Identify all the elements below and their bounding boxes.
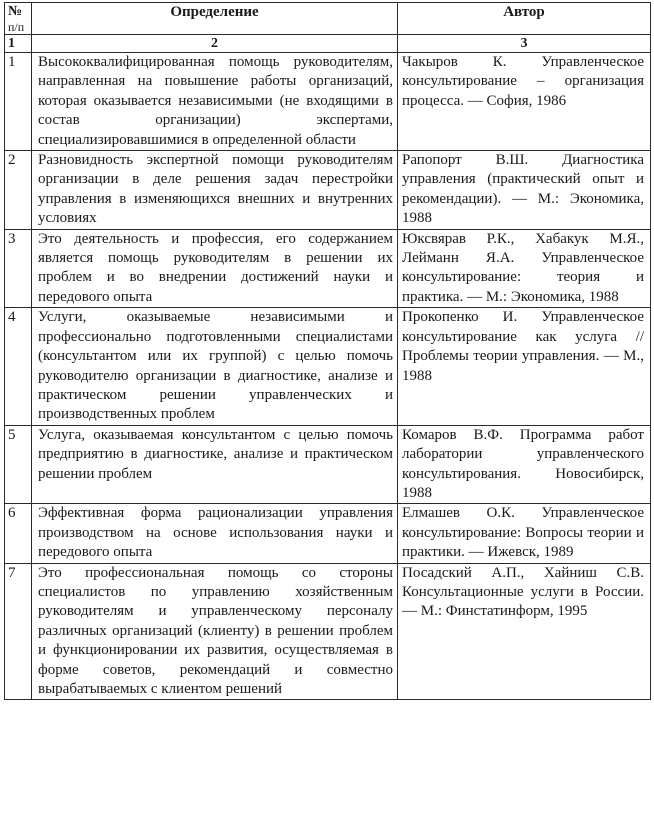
row-number: 3	[5, 229, 32, 308]
row-author: Прокопенко И. Управленческое консультирование как услуга // Проблемы теории управления. — М., 1988	[398, 308, 651, 425]
table-row	[5, 504, 651, 563]
column-index: 2	[32, 35, 398, 53]
row-author: Комаров В.Ф. Программа работ лаборатории управленческого консультирования. Новосибирск, 1988	[398, 425, 651, 504]
table-row	[5, 563, 651, 700]
row-author: Чакыров К. Управленческое консультирование – организация процесса. — София, 1986	[398, 53, 651, 151]
row-author: Юксвярав Р.К., Хабакук М.Я., Лейманн Я.А. Управленческое консультирование: теория и практика. — М.: Экономика, 1988	[398, 229, 651, 308]
table-row	[5, 151, 651, 230]
row-number: 7	[5, 563, 32, 700]
table-row	[5, 53, 651, 151]
row-author: Елмашев О.К. Управленческое консультирование: Вопросы теории и практики. — Ижевск, 1989	[398, 504, 651, 563]
row-number: 2	[5, 151, 32, 230]
row-number: 6	[5, 504, 32, 563]
table-row	[5, 229, 651, 308]
table-row	[5, 308, 651, 425]
row-definition: Услуги, оказываемые независимыми и профессионально подготовленными специалистами (консультантом или их группой) с целью помочь руководителю организации в диагностике, анализе и практическом решении управленческих и производственных проблем	[32, 308, 398, 425]
row-definition: Высококвалифицированная помощь руководителям, направленная на повышение работы организаций, которая оказывается независимыми (не входящими в состав организации) экспертами, специализировавшимися в определенной области	[32, 53, 398, 151]
row-number: 4	[5, 308, 32, 425]
row-definition: Это деятельность и профессия, его содержанием является помощь руководителям в решении их проблем и во внедрении достижений науки и передового опыта	[32, 229, 398, 308]
column-index: 1	[5, 35, 32, 53]
table-row	[5, 425, 651, 504]
row-definition: Услуга, оказываемая консультантом с целью помочь предприятию в диагностике, анализе и практическом решении проблем	[32, 425, 398, 504]
header-num-sub: п/п	[8, 20, 25, 34]
header-num	[5, 3, 32, 35]
header-definition: Определение	[32, 3, 398, 35]
column-index-row	[5, 35, 651, 53]
row-number: 1	[5, 53, 32, 151]
row-definition: Эффективная форма рационализации управления производством на основе использования науки и передового опыта	[32, 504, 398, 563]
definitions-table	[4, 2, 651, 700]
column-index: 3	[398, 35, 651, 53]
table-header-row	[5, 3, 651, 35]
row-definition: Это профессиональная помощь со стороны специалистов по управлению хозяйственным руководителям и управленческому персоналу различных организаций (клиенту) в решении проблем и функционировании их развития, осуществляемая в форме советов, рекомендаций и совместно вырабатываемых с клиентом решений	[32, 563, 398, 700]
row-author: Посадский А.П., Хайниш С.В. Консультационные услуги в России. — М.: Финстатинформ, 1995	[398, 563, 651, 700]
row-definition: Разновидность экспертной помощи руководителям организации в деле решения задач перестройки управления в изменяющихся внешних и внутренних условиях	[32, 151, 398, 230]
header-author: Автор	[398, 3, 651, 35]
row-author: Рапопорт В.Ш. Диагностика управления (практический опыт и рекомендации). — М.: Экономика, 1988	[398, 151, 651, 230]
row-number: 5	[5, 425, 32, 504]
header-num-label: №	[8, 4, 23, 19]
